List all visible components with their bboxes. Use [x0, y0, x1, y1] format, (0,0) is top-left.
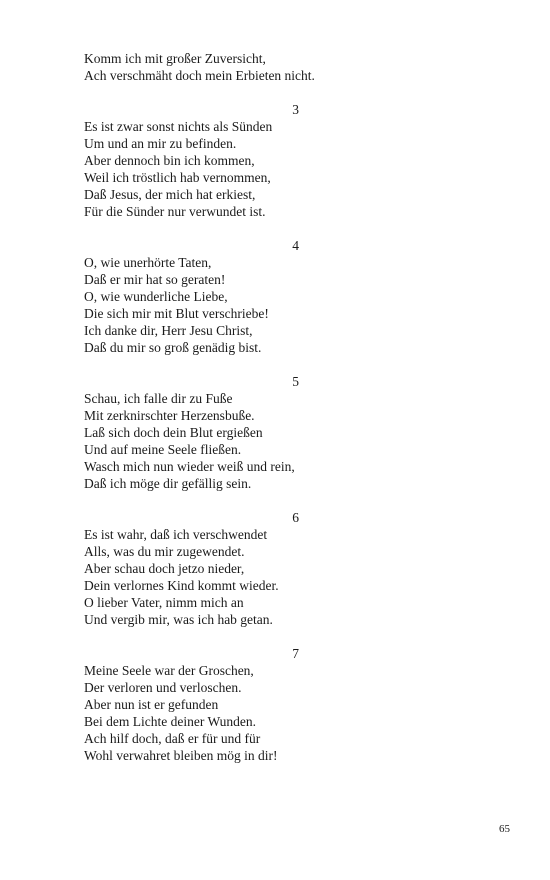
- poem-page: [84, 50, 384, 781]
- stanza-3: [84, 101, 384, 220]
- stanza-7: [84, 645, 384, 764]
- verse-line: Es ist wahr, daß ich verschwendet: [84, 527, 268, 542]
- verse-line: Für die Sünder nur verwundet ist.: [84, 204, 266, 219]
- verse-line: Die sich mir mit Blut verschriebe!: [84, 306, 269, 321]
- continued-stanza: [84, 50, 384, 84]
- verse-line: Der verloren und verloschen.: [84, 680, 242, 695]
- verse-line: Ich danke dir, Herr Jesu Christ,: [84, 323, 253, 338]
- verse-line: Schau, ich falle dir zu Fuße: [84, 391, 233, 406]
- verse-line: Ach hilf doch, daß er für und für: [84, 731, 261, 746]
- stanza-4: [84, 237, 384, 356]
- verse-line: Wasch mich nun wieder weiß und rein,: [84, 459, 295, 474]
- stanza-number: 4: [292, 238, 299, 253]
- stanza-6: [84, 509, 384, 628]
- verse-line: Daß Jesus, der mich hat erkiest,: [84, 187, 256, 202]
- verse-line: Dein verlornes Kind kommt wieder.: [84, 578, 279, 593]
- verse-line: Mit zerknirschter Herzensbuße.: [84, 408, 255, 423]
- verse-line: O lieber Vater, nimm mich an: [84, 595, 244, 610]
- verse-line: Bei dem Lichte deiner Wunden.: [84, 714, 257, 729]
- verse-line: Komm ich mit großer Zuversicht,: [84, 51, 266, 66]
- stanza-number: 6: [292, 510, 299, 525]
- verse-line: Daß du mir so groß genädig bist.: [84, 340, 262, 355]
- verse-line: Daß ich möge dir gefällig sein.: [84, 476, 252, 491]
- verse-line: Aber nun ist er gefunden: [84, 697, 219, 712]
- verse-line: Weil ich tröstlich hab vernommen,: [84, 170, 271, 185]
- verse-line: Meine Seele war der Groschen,: [84, 663, 254, 678]
- verse-line: Aber schau doch jetzo nieder,: [84, 561, 245, 576]
- verse-line: Und auf meine Seele fließen.: [84, 442, 242, 457]
- verse-line: O, wie wunderliche Liebe,: [84, 289, 228, 304]
- stanza-number: 3: [292, 102, 299, 117]
- verse-line: Laß sich doch dein Blut ergießen: [84, 425, 263, 440]
- stanza-number: 7: [292, 646, 299, 661]
- stanza-5: [84, 373, 384, 492]
- stanza-number: 5: [292, 374, 299, 389]
- verse-line: Alls, was du mir zugewendet.: [84, 544, 245, 559]
- verse-line: Es ist zwar sonst nichts als Sünden: [84, 119, 273, 134]
- verse-line: Und vergib mir, was ich hab getan.: [84, 612, 273, 627]
- verse-line: Um und an mir zu befinden.: [84, 136, 237, 151]
- verse-line: Daß er mir hat so geraten!: [84, 272, 226, 287]
- verse-line: Wohl verwahret bleiben mög in dir!: [84, 748, 278, 763]
- verse-line: Ach verschmäht doch mein Erbieten nicht.: [84, 68, 315, 83]
- verse-line: O, wie unerhörte Taten,: [84, 255, 212, 270]
- verse-line: Aber dennoch bin ich kommen,: [84, 153, 255, 168]
- page-number: 65: [499, 823, 510, 835]
